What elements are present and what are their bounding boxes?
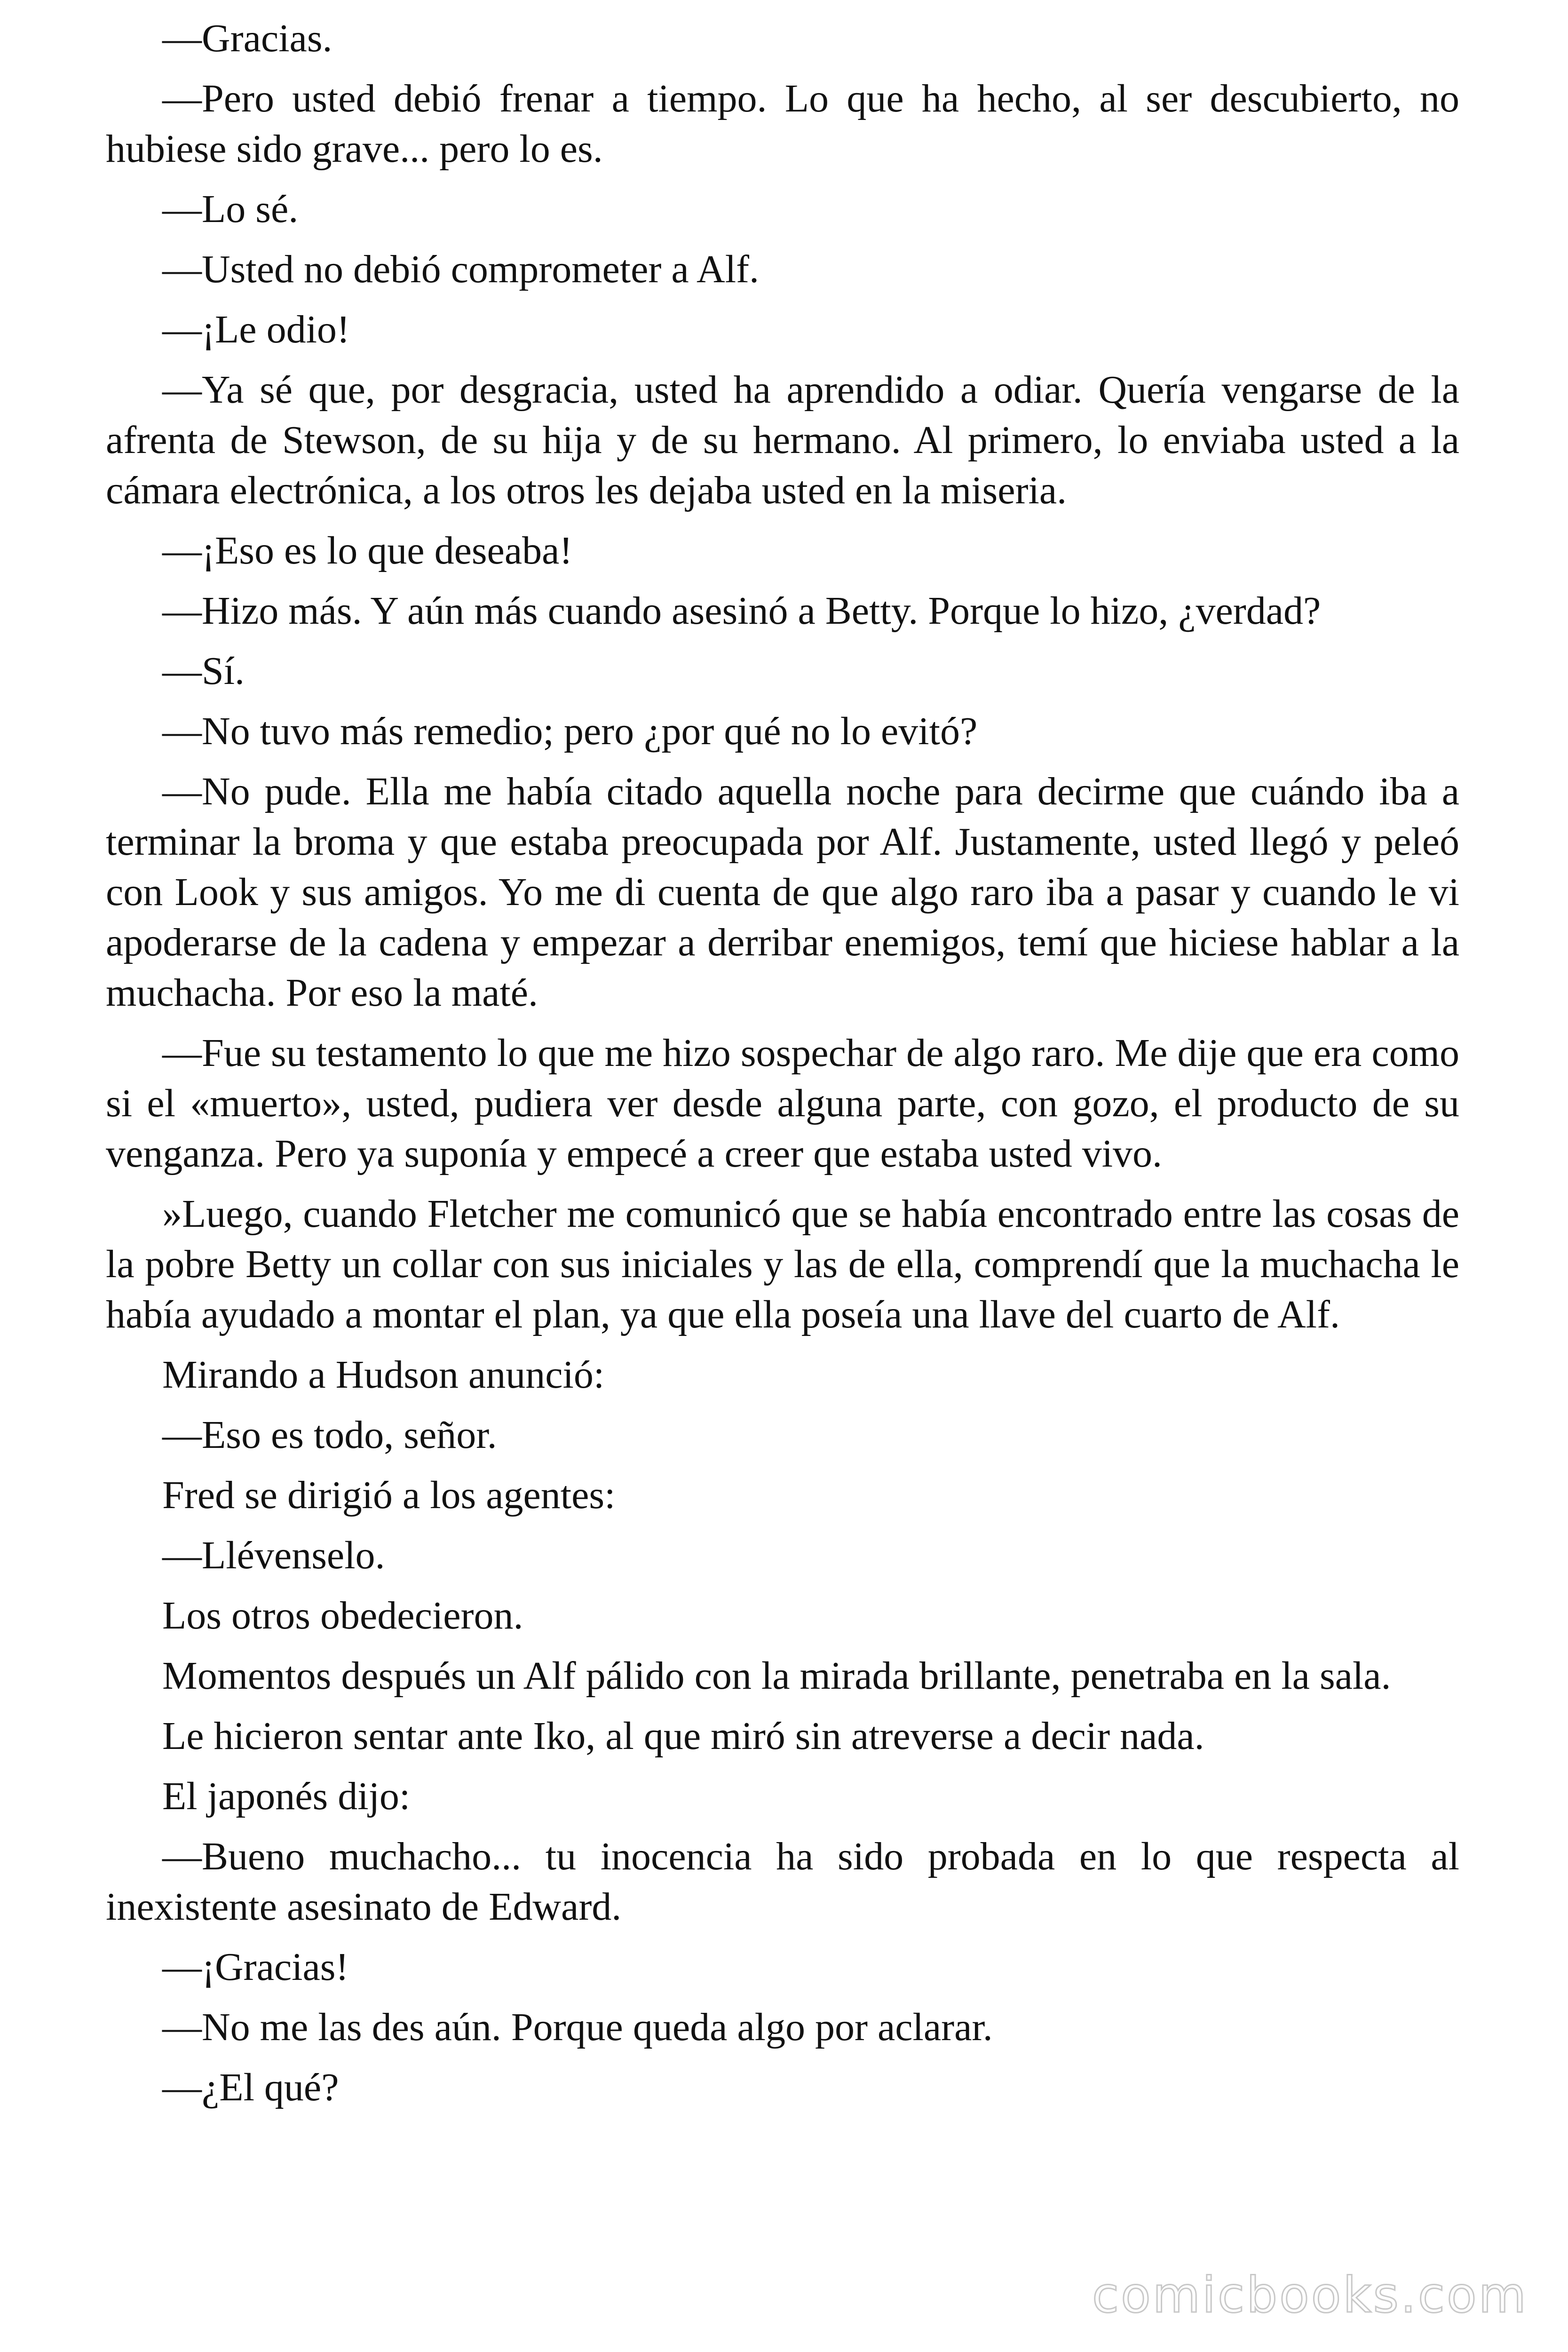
paragraph: Fred se dirigió a los agentes: bbox=[162, 1473, 616, 1517]
paragraph: —Llévenselo. bbox=[162, 1534, 385, 1577]
paragraph: —No tuvo más remedio; pero ¿por qué no lo evitó? bbox=[162, 709, 978, 753]
paragraph: —Gracias. bbox=[162, 16, 333, 60]
paragraph: —¿El qué? bbox=[162, 2066, 339, 2109]
paragraph: Mirando a Hudson anunció: bbox=[162, 1353, 605, 1397]
paragraph: —Sí. bbox=[162, 649, 245, 693]
paragraph: —Fue su testamento lo que me hizo sospechar de algo raro. Me dije que era como si el «muerto», usted, pudiera ver desde alguna parte, con gozo, el producto de su venganza. Pero ya suponía y empecé a creer que estaba usted vivo. bbox=[106, 1031, 1459, 1176]
paragraph: —Lo sé. bbox=[162, 187, 299, 231]
paragraph: —Ya sé que, por desgracia, usted ha aprendido a odiar. Quería vengarse de la afrenta de Stewson, de su hija y de su hermano. Al primero, lo enviaba usted a la cámara electrónica, a los otros les dejaba usted en la miseria. bbox=[106, 368, 1459, 512]
paragraph: Le hicieron sentar ante Iko, al que miró sin atreverse a decir nada. bbox=[162, 1714, 1204, 1758]
paragraph: —¡Le odio! bbox=[162, 308, 350, 351]
paragraph: El japonés dijo: bbox=[162, 1774, 411, 1818]
paragraph: »Luego, cuando Fletcher me comunicó que se había encontrado entre las cosas de la pobre Betty un collar con sus iniciales y las de ella, comprendí que la muchacha le había ayudado a montar el plan, ya que ella poseía una llave del cuarto de Alf. bbox=[106, 1192, 1459, 1336]
book-page-text bbox=[106, 13, 1459, 2122]
paragraph: —¡Gracias! bbox=[162, 1945, 349, 1989]
paragraph: —Eso es todo, señor. bbox=[162, 1413, 497, 1457]
paragraph: —¡Eso es lo que deseaba! bbox=[162, 529, 573, 572]
paragraph: —Hizo más. Y aún más cuando asesinó a Betty. Porque lo hizo, ¿verdad? bbox=[162, 589, 1321, 633]
watermark-logo: comicbooks.com bbox=[1092, 2266, 1528, 2324]
paragraph: —No me las des aún. Porque queda algo por aclarar. bbox=[162, 2005, 993, 2049]
paragraph: —Usted no debió comprometer a Alf. bbox=[162, 247, 760, 291]
paragraph: Los otros obedecieron. bbox=[162, 1594, 523, 1637]
paragraph: —No pude. Ella me había citado aquella noche para decirme que cuándo iba a terminar la broma y que estaba preocupada por Alf. Justamente, usted llegó y peleó con Look y sus amigos. Yo me di cuenta de que algo raro iba a pasar y cuando le vi apoderarse de la cadena y empezar a derribar enemigos, temí que hiciese hablar a la muchacha. Por eso la maté. bbox=[106, 770, 1459, 1015]
paragraph: —Pero usted debió frenar a tiempo. Lo que ha hecho, al ser descubierto, no hubiese sido grave... pero lo es. bbox=[106, 77, 1459, 171]
paragraph: —Bueno muchacho... tu inocencia ha sido probada en lo que respecta al inexistente asesinato de Edward. bbox=[106, 1835, 1459, 1929]
paragraph: Momentos después un Alf pálido con la mirada brillante, penetraba en la sala. bbox=[162, 1654, 1391, 1698]
